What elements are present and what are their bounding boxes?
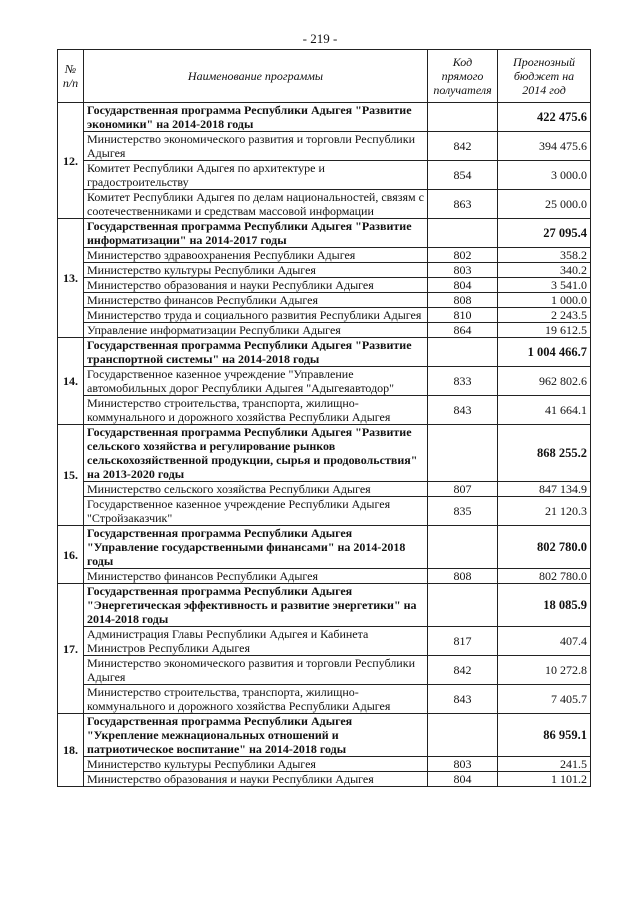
program-code-empty: [428, 425, 498, 482]
program-row: [58, 425, 591, 482]
program-row: [58, 338, 591, 367]
program-title: Государственная программа Республики Адыгея "Управление государственными финансами" на 2014-2018 годы: [84, 526, 428, 569]
program-number: 15.: [58, 425, 84, 526]
recipient-code: 802: [428, 248, 498, 263]
program-title: Государственная программа Республики Адыгея "Энергетическая эффективность и развитие энергетики" на 2014-2018 годы: [84, 584, 428, 627]
recipient-row: [58, 248, 591, 263]
recipient-code: 843: [428, 685, 498, 714]
recipient-name: Администрация Главы Республики Адыгея и Кабинета Министров Республики Адыгея: [84, 627, 428, 656]
recipient-amount: 10 272.8: [498, 656, 591, 685]
program-total: 422 475.6: [498, 103, 591, 132]
recipient-amount: 41 664.1: [498, 396, 591, 425]
recipient-name: Министерство культуры Республики Адыгея: [84, 757, 428, 772]
program-code-empty: [428, 584, 498, 627]
recipient-row: [58, 396, 591, 425]
recipient-amount: 358.2: [498, 248, 591, 263]
recipient-amount: 394 475.6: [498, 132, 591, 161]
recipient-code: 842: [428, 132, 498, 161]
program-total: 27 095.4: [498, 219, 591, 248]
recipient-code: 803: [428, 263, 498, 278]
recipient-amount: 21 120.3: [498, 497, 591, 526]
recipient-name: Министерство экономического развития и торговли Республики Адыгея: [84, 132, 428, 161]
table-header-row: [58, 50, 591, 103]
recipient-row: [58, 161, 591, 190]
table-body: [58, 103, 591, 787]
recipient-code: 803: [428, 757, 498, 772]
recipient-code: 810: [428, 308, 498, 323]
header-name: Наименование программы: [84, 50, 428, 103]
recipient-row: [58, 482, 591, 497]
program-row: [58, 584, 591, 627]
recipient-code: 808: [428, 293, 498, 308]
program-title: Государственная программа Республики Адыгея "Развитие экономики" на 2014-2018 годы: [84, 103, 428, 132]
recipient-name: Комитет Республики Адыгея по архитектуре и градостроительству: [84, 161, 428, 190]
recipient-code: 835: [428, 497, 498, 526]
recipient-code: 804: [428, 772, 498, 787]
program-code-empty: [428, 103, 498, 132]
recipient-row: [58, 497, 591, 526]
recipient-name: Министерство финансов Республики Адыгея: [84, 569, 428, 584]
recipient-code: 833: [428, 367, 498, 396]
recipient-name: Министерство экономического развития и торговли Республики Адыгея: [84, 656, 428, 685]
program-code-empty: [428, 338, 498, 367]
recipient-code: 817: [428, 627, 498, 656]
recipient-row: [58, 308, 591, 323]
program-total: 18 085.9: [498, 584, 591, 627]
recipient-name: Министерство строительства, транспорта, жилищно-коммунального и дорожного хозяйства Республики Адыгея: [84, 396, 428, 425]
recipient-amount: 3 541.0: [498, 278, 591, 293]
recipient-row: [58, 627, 591, 656]
header-num: № п/п: [58, 50, 84, 103]
program-row: [58, 219, 591, 248]
recipient-row: [58, 293, 591, 308]
program-title: Государственная программа Республики Адыгея "Развитие транспортной системы" на 2014-2018 годы: [84, 338, 428, 367]
program-title: Государственная программа Республики Адыгея "Развитие информатизации" на 2014-2017 годы: [84, 219, 428, 248]
recipient-amount: 802 780.0: [498, 569, 591, 584]
recipient-name: Министерство образования и науки Республики Адыгея: [84, 772, 428, 787]
header-code: Код прямого получателя: [428, 50, 498, 103]
program-total: 86 959.1: [498, 714, 591, 757]
program-number: 18.: [58, 714, 84, 787]
recipient-amount: 1 000.0: [498, 293, 591, 308]
recipient-name: Министерство здравоохранения Республики Адыгея: [84, 248, 428, 263]
recipient-row: [58, 569, 591, 584]
recipient-amount: 962 802.6: [498, 367, 591, 396]
recipient-code: 863: [428, 190, 498, 219]
program-number: 17.: [58, 584, 84, 714]
recipient-name: Министерство строительства, транспорта, жилищно-коммунального и дорожного хозяйства Республики Адыгея: [84, 685, 428, 714]
program-total: 1 004 466.7: [498, 338, 591, 367]
recipient-row: [58, 685, 591, 714]
header-budget: Прогнозный бюджет на 2014 год: [498, 50, 591, 103]
recipient-code: 843: [428, 396, 498, 425]
recipient-code: 807: [428, 482, 498, 497]
recipient-row: [58, 190, 591, 219]
recipient-amount: 241.5: [498, 757, 591, 772]
recipient-code: 864: [428, 323, 498, 338]
recipient-row: [58, 263, 591, 278]
program-total: 868 255.2: [498, 425, 591, 482]
recipient-row: [58, 656, 591, 685]
recipient-name: Министерство труда и социального развития Республики Адыгея: [84, 308, 428, 323]
recipient-name: Министерство финансов Республики Адыгея: [84, 293, 428, 308]
recipient-amount: 2 243.5: [498, 308, 591, 323]
program-row: [58, 714, 591, 757]
recipient-row: [58, 367, 591, 396]
program-number: 13.: [58, 219, 84, 338]
recipient-code: 842: [428, 656, 498, 685]
program-code-empty: [428, 526, 498, 569]
recipient-row: [58, 323, 591, 338]
recipient-amount: 3 000.0: [498, 161, 591, 190]
recipient-row: [58, 757, 591, 772]
recipient-row: [58, 278, 591, 293]
program-code-empty: [428, 219, 498, 248]
recipient-code: 804: [428, 278, 498, 293]
recipient-amount: 847 134.9: [498, 482, 591, 497]
recipient-code: 808: [428, 569, 498, 584]
program-number: 16.: [58, 526, 84, 584]
recipient-name: Министерство образования и науки Республики Адыгея: [84, 278, 428, 293]
program-title: Государственная программа Республики Адыгея "Развитие сельского хозяйства и регулирование рынков сельскохозяйственной продукции, сырья и продовольствия" на 2013-2020 годы: [84, 425, 428, 482]
recipient-amount: 340.2: [498, 263, 591, 278]
budget-table: [57, 49, 591, 787]
recipient-amount: 1 101.2: [498, 772, 591, 787]
program-number: 14.: [58, 338, 84, 425]
recipient-name: Государственное казенное учреждение "Управление автомобильных дорог Республики Адыгея "Адыгеяавтодор": [84, 367, 428, 396]
recipient-name: Управление информатизации Республики Адыгея: [84, 323, 428, 338]
program-total: 802 780.0: [498, 526, 591, 569]
recipient-amount: 19 612.5: [498, 323, 591, 338]
recipient-name: Министерство культуры Республики Адыгея: [84, 263, 428, 278]
recipient-code: 854: [428, 161, 498, 190]
recipient-row: [58, 132, 591, 161]
program-number: 12.: [58, 103, 84, 219]
recipient-amount: 407.4: [498, 627, 591, 656]
program-row: [58, 103, 591, 132]
recipient-amount: 7 405.7: [498, 685, 591, 714]
recipient-amount: 25 000.0: [498, 190, 591, 219]
program-title: Государственная программа Республики Адыгея "Укрепление межнациональных отношений и патриотическое воспитание" на 2014-2018 годы: [84, 714, 428, 757]
page-number: - 219 -: [302, 31, 338, 46]
program-code-empty: [428, 714, 498, 757]
recipient-name: Министерство сельского хозяйства Республики Адыгея: [84, 482, 428, 497]
recipient-row: [58, 772, 591, 787]
recipient-name: Государственное казенное учреждение Республики Адыгея "Стройзаказчик": [84, 497, 428, 526]
program-row: [58, 526, 591, 569]
recipient-name: Комитет Республики Адыгея по делам национальностей, связям с соотечественниками и средствам массовой информации: [84, 190, 428, 219]
